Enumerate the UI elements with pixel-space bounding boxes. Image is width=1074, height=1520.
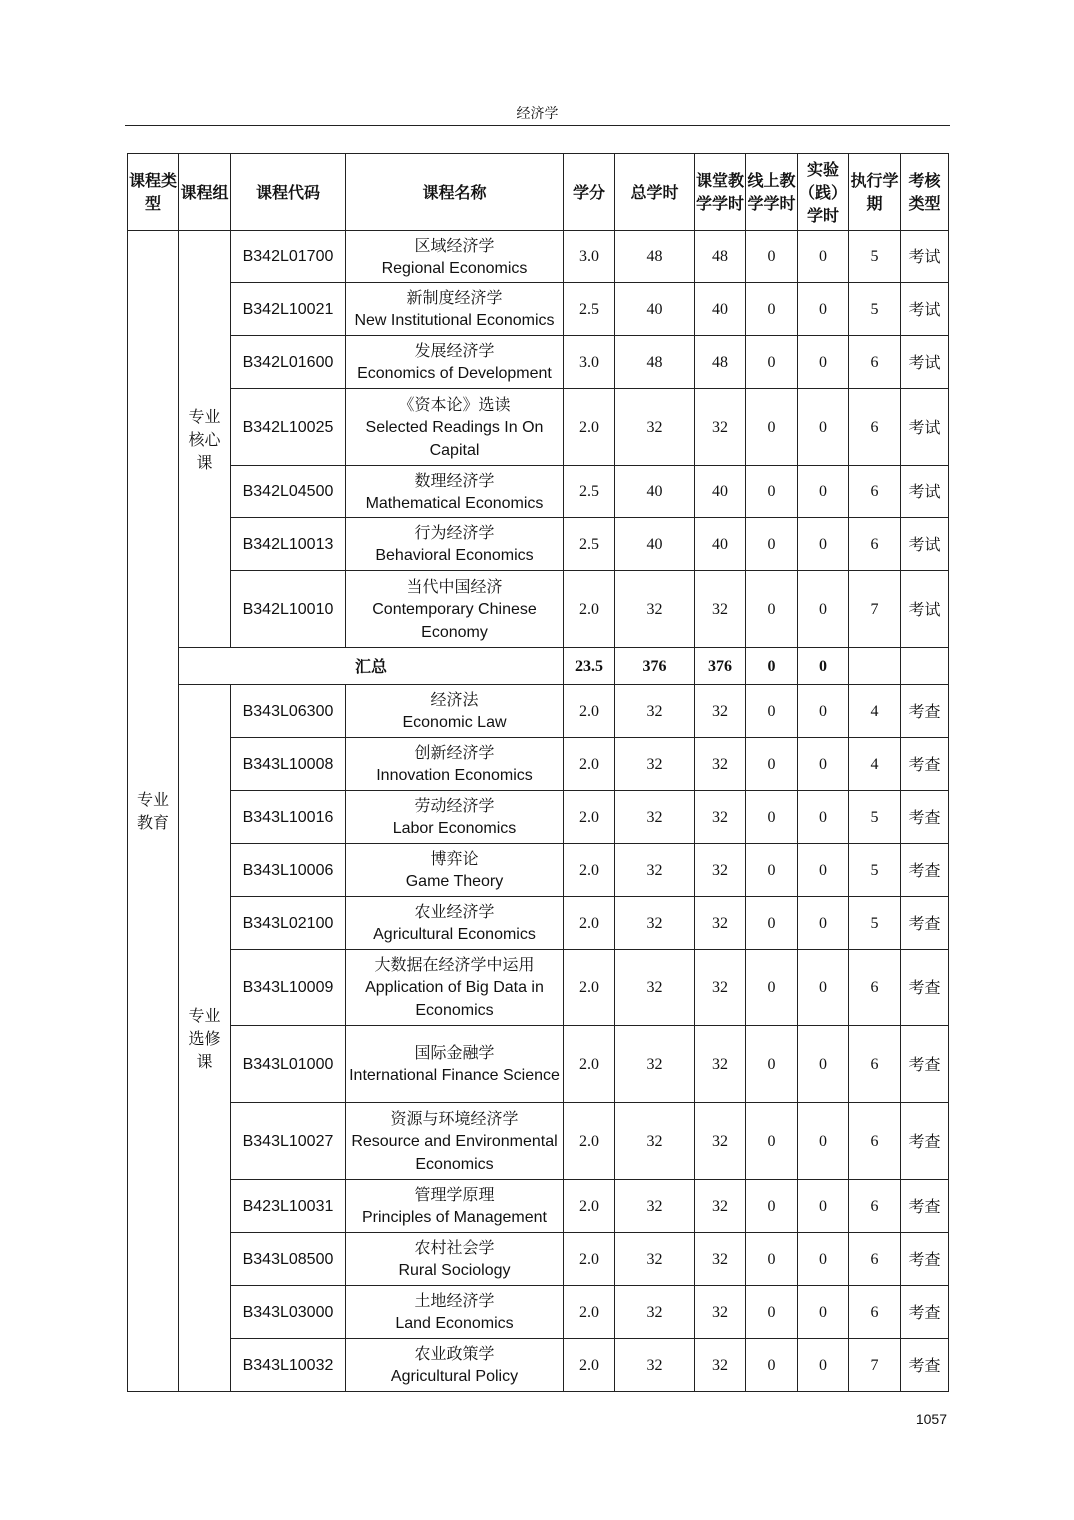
exam-type-cell: 考查 [901, 844, 949, 897]
exam-type-cell: 考查 [901, 1103, 949, 1180]
course-name-en: Innovation Economics [376, 767, 533, 784]
online-hours-cell: 0 [746, 466, 798, 518]
course-name [346, 1339, 564, 1392]
total-hours-cell: 32 [615, 1026, 695, 1103]
term-cell: 6 [849, 466, 901, 518]
course-code: B342L10021 [231, 283, 346, 336]
term-cell: 4 [849, 738, 901, 791]
class-hours-cell: 32 [695, 1233, 746, 1286]
summary-total-hours: 376 [615, 648, 695, 685]
course-name-zh: 资源与环境经济学 [390, 1108, 519, 1128]
class-hours-cell: 40 [695, 518, 746, 571]
course-name-zh: 农业经济学 [414, 902, 495, 921]
credit-cell: 2.0 [564, 1339, 615, 1392]
course-name-zh: 农村社会学 [414, 1238, 495, 1257]
total-hours-cell: 32 [615, 389, 695, 466]
class-hours-cell: 32 [695, 1286, 746, 1339]
course-name-zh: 新制度经济学 [406, 288, 503, 307]
course-name [346, 1180, 564, 1233]
lab-hours-cell: 0 [798, 685, 849, 738]
lab-hours-cell: 0 [798, 950, 849, 1026]
course-code: B343L03000 [231, 1286, 346, 1339]
total-hours-cell: 32 [615, 738, 695, 791]
class-hours-cell: 32 [695, 897, 746, 950]
class-hours-cell: 32 [695, 571, 746, 648]
course-name-en: Selected Readings In On Capital [365, 418, 544, 459]
course-name-en: Behavioral Economics [375, 547, 534, 564]
course-name [346, 571, 564, 648]
table-row [128, 1339, 949, 1392]
course-code: B342L04500 [231, 466, 346, 518]
credit-cell: 2.5 [564, 466, 615, 518]
header-cell: 课程代码 [231, 154, 346, 231]
total-hours-cell: 40 [615, 466, 695, 518]
course-table [127, 153, 949, 1392]
lab-hours-cell: 0 [798, 1180, 849, 1233]
course-code: B342L01700 [231, 231, 346, 283]
course-name-en: Agricultural Economics [373, 926, 536, 943]
header-cell: 课堂教学学时 [695, 154, 746, 231]
class-hours-cell: 32 [695, 791, 746, 844]
lab-hours-cell: 0 [798, 1026, 849, 1103]
credit-cell: 2.0 [564, 897, 615, 950]
course-name-zh: 当代中国经济 [406, 576, 503, 596]
term-cell: 4 [849, 685, 901, 738]
credit-cell: 2.0 [564, 1026, 615, 1103]
online-hours-cell: 0 [746, 1339, 798, 1392]
table-row [128, 1180, 949, 1233]
course-code: B343L10027 [231, 1103, 346, 1180]
group-label: 专业选修课 [188, 1005, 221, 1071]
course-name-zh: 劳动经济学 [414, 796, 495, 815]
header-cell: 课程名称 [346, 154, 564, 231]
credit-cell: 2.5 [564, 283, 615, 336]
course-name [346, 1026, 564, 1103]
credit-cell: 2.0 [564, 950, 615, 1026]
lab-hours-cell: 0 [798, 844, 849, 897]
class-hours-cell: 32 [695, 844, 746, 897]
course-name-zh: 国际金融学 [414, 1043, 495, 1062]
summary-exam [901, 648, 949, 685]
summary-label: 汇总 [179, 648, 564, 685]
running-header [125, 103, 950, 126]
term-cell: 6 [849, 518, 901, 571]
class-hours-cell: 40 [695, 283, 746, 336]
course-name-en: Labor Economics [392, 820, 517, 837]
exam-type-cell: 考试 [901, 231, 949, 283]
term-cell: 5 [849, 283, 901, 336]
course-code: B342L10010 [231, 571, 346, 648]
credit-cell: 2.0 [564, 1103, 615, 1180]
course-name-en: Agricultural Policy [390, 1368, 519, 1385]
term-cell: 6 [849, 1103, 901, 1180]
group-cell [179, 231, 231, 648]
exam-type-cell: 考查 [901, 685, 949, 738]
table-row [128, 389, 949, 466]
exam-type-cell: 考试 [901, 283, 949, 336]
total-hours-cell: 32 [615, 950, 695, 1026]
term-cell: 6 [849, 1286, 901, 1339]
summary-credit: 23.5 [564, 648, 615, 685]
course-name-zh: 管理学原理 [414, 1185, 495, 1204]
lab-hours-cell: 0 [798, 283, 849, 336]
category-label: 专业教育 [136, 790, 169, 832]
course-name [346, 466, 564, 518]
course-code: B343L06300 [231, 685, 346, 738]
class-hours-cell: 48 [695, 336, 746, 389]
course-name [346, 897, 564, 950]
lab-hours-cell: 0 [798, 571, 849, 648]
online-hours-cell: 0 [746, 1180, 798, 1233]
course-name [346, 518, 564, 571]
exam-type-cell: 考试 [901, 518, 949, 571]
credit-cell: 2.0 [564, 1180, 615, 1233]
header-cell: 实验（践）学时 [798, 154, 849, 231]
course-name [346, 1286, 564, 1339]
header-row [128, 154, 949, 231]
exam-type-cell: 考试 [901, 389, 949, 466]
online-hours-cell: 0 [746, 950, 798, 1026]
course-name [346, 844, 564, 897]
class-hours-cell: 32 [695, 1026, 746, 1103]
lab-hours-cell: 0 [798, 1339, 849, 1392]
header-cell: 课程类型 [128, 154, 179, 231]
summary-row [128, 648, 949, 685]
course-name-en: Economics of Development [357, 365, 552, 382]
class-hours-cell: 32 [695, 950, 746, 1026]
course-name-en: Rural Sociology [398, 1262, 511, 1279]
header-cell: 总学时 [615, 154, 695, 231]
course-name [346, 336, 564, 389]
course-code: B342L10013 [231, 518, 346, 571]
table-row [128, 336, 949, 389]
table-row [128, 231, 949, 283]
table-row [128, 466, 949, 518]
course-code: B343L02100 [231, 897, 346, 950]
course-name-en: Economic Law [402, 714, 507, 731]
course-name-en: Regional Economics [381, 259, 528, 277]
total-hours-cell: 32 [615, 791, 695, 844]
term-cell: 5 [849, 844, 901, 897]
lab-hours-cell: 0 [798, 897, 849, 950]
course-code: B423L10031 [231, 1180, 346, 1233]
course-name-en: New Institutional Economics [354, 312, 555, 329]
credit-cell: 2.5 [564, 518, 615, 571]
course-code: B343L01000 [231, 1026, 346, 1103]
class-hours-cell: 32 [695, 389, 746, 466]
course-name [346, 1233, 564, 1286]
course-code: B343L10009 [231, 950, 346, 1026]
summary-lab-hours: 0 [798, 648, 849, 685]
class-hours-cell: 32 [695, 1180, 746, 1233]
term-cell: 6 [849, 389, 901, 466]
course-name-zh: 创新经济学 [414, 743, 495, 762]
class-hours-cell: 32 [695, 1339, 746, 1392]
online-hours-cell: 0 [746, 738, 798, 791]
total-hours-cell: 40 [615, 518, 695, 571]
online-hours-cell: 0 [746, 283, 798, 336]
table-row [128, 844, 949, 897]
lab-hours-cell: 0 [798, 1233, 849, 1286]
total-hours-cell: 48 [615, 336, 695, 389]
term-cell: 6 [849, 1026, 901, 1103]
term-cell: 6 [849, 1180, 901, 1233]
course-name-en: Land Economics [395, 1315, 514, 1332]
course-name-zh: 发展经济学 [414, 341, 495, 360]
summary-online-hours: 0 [746, 648, 798, 685]
exam-type-cell: 考试 [901, 336, 949, 389]
header-cell: 课程组 [179, 154, 231, 231]
exam-type-cell: 考查 [901, 950, 949, 1026]
course-code: B343L10016 [231, 791, 346, 844]
course-name [346, 685, 564, 738]
online-hours-cell: 0 [746, 518, 798, 571]
table-row [128, 1026, 949, 1103]
header-cell: 考核类型 [901, 154, 949, 231]
total-hours-cell: 32 [615, 571, 695, 648]
table-row [128, 1286, 949, 1339]
class-hours-cell: 32 [695, 685, 746, 738]
lab-hours-cell: 0 [798, 518, 849, 571]
online-hours-cell: 0 [746, 571, 798, 648]
exam-type-cell: 考试 [901, 466, 949, 518]
summary-term [849, 648, 901, 685]
total-hours-cell: 32 [615, 1180, 695, 1233]
header-cell: 线上教学学时 [746, 154, 798, 231]
table-row [128, 685, 949, 738]
course-code: B342L10025 [231, 389, 346, 466]
term-cell: 5 [849, 897, 901, 950]
class-hours-cell: 40 [695, 466, 746, 518]
credit-cell: 2.0 [564, 738, 615, 791]
page-number: 1057 [915, 1411, 947, 1427]
course-name-en: Resource and Environmental Economics [351, 1132, 558, 1173]
total-hours-cell: 48 [615, 231, 695, 283]
header-title: 经济学 [516, 106, 559, 122]
credit-cell: 2.0 [564, 685, 615, 738]
online-hours-cell: 0 [746, 1233, 798, 1286]
exam-type-cell: 考试 [901, 571, 949, 648]
course-name-en: Contemporary Chinese Economy [372, 600, 537, 641]
credit-cell: 2.0 [564, 1286, 615, 1339]
course-name-zh: 数理经济学 [414, 470, 495, 490]
course-name [346, 231, 564, 283]
course-name [346, 283, 564, 336]
online-hours-cell: 0 [746, 1286, 798, 1339]
course-name-en: Game Theory [405, 873, 504, 890]
category-cell [128, 231, 179, 1392]
course-name-en: International Finance Science [349, 1067, 560, 1084]
table-row [128, 1103, 949, 1180]
exam-type-cell: 考查 [901, 791, 949, 844]
table-row [128, 283, 949, 336]
exam-type-cell: 考查 [901, 1180, 949, 1233]
summary-class-hours: 376 [695, 648, 746, 685]
term-cell: 5 [849, 791, 901, 844]
lab-hours-cell: 0 [798, 466, 849, 518]
online-hours-cell: 0 [746, 897, 798, 950]
header-cell: 学分 [564, 154, 615, 231]
online-hours-cell: 0 [746, 389, 798, 466]
term-cell: 5 [849, 231, 901, 283]
exam-type-cell: 考查 [901, 897, 949, 950]
online-hours-cell: 0 [746, 1026, 798, 1103]
course-name [346, 389, 564, 466]
total-hours-cell: 32 [615, 897, 695, 950]
header-cell: 执行学期 [849, 154, 901, 231]
total-hours-cell: 32 [615, 685, 695, 738]
credit-cell: 2.0 [564, 571, 615, 648]
total-hours-cell: 40 [615, 283, 695, 336]
term-cell: 7 [849, 571, 901, 648]
online-hours-cell: 0 [746, 844, 798, 897]
course-name-en: Application of Big Data in Economics [365, 979, 544, 1019]
course-name-en: Principles of Management [362, 1209, 547, 1226]
course-code: B343L10008 [231, 738, 346, 791]
credit-cell: 2.0 [564, 389, 615, 466]
course-name-zh: 行为经济学 [414, 523, 495, 542]
online-hours-cell: 0 [746, 685, 798, 738]
lab-hours-cell: 0 [798, 738, 849, 791]
online-hours-cell: 0 [746, 791, 798, 844]
term-cell: 6 [849, 950, 901, 1026]
course-name [346, 791, 564, 844]
course-name-zh: 土地经济学 [414, 1291, 495, 1310]
table-row [128, 791, 949, 844]
course-name-zh: 经济法 [430, 690, 479, 709]
term-cell: 6 [849, 336, 901, 389]
course-name [346, 950, 564, 1026]
table-row [128, 897, 949, 950]
total-hours-cell: 32 [615, 1339, 695, 1392]
online-hours-cell: 0 [746, 231, 798, 283]
credit-cell: 3.0 [564, 336, 615, 389]
table-row [128, 950, 949, 1026]
course-code: B342L01600 [231, 336, 346, 389]
credit-cell: 3.0 [564, 231, 615, 283]
lab-hours-cell: 0 [798, 389, 849, 466]
course-name-zh: 农业政策学 [414, 1344, 495, 1363]
course-name-zh: 区域经济学 [414, 235, 495, 255]
total-hours-cell: 32 [615, 1286, 695, 1339]
exam-type-cell: 考查 [901, 1286, 949, 1339]
group-label: 专业核心课 [188, 406, 221, 472]
course-code: B343L08500 [231, 1233, 346, 1286]
online-hours-cell: 0 [746, 1103, 798, 1180]
credit-cell: 2.0 [564, 791, 615, 844]
exam-type-cell: 考查 [901, 738, 949, 791]
table-row [128, 571, 949, 648]
exam-type-cell: 考查 [901, 1339, 949, 1392]
lab-hours-cell: 0 [798, 791, 849, 844]
table-row [128, 1233, 949, 1286]
total-hours-cell: 32 [615, 844, 695, 897]
group-cell [179, 685, 231, 1392]
course-name [346, 1103, 564, 1180]
lab-hours-cell: 0 [798, 336, 849, 389]
term-cell: 6 [849, 1233, 901, 1286]
exam-type-cell: 考查 [901, 1026, 949, 1103]
table-row [128, 518, 949, 571]
total-hours-cell: 32 [615, 1103, 695, 1180]
class-hours-cell: 32 [695, 1103, 746, 1180]
course-name-zh: 《资本论》选读 [398, 394, 511, 414]
course-name-en: Mathematical Economics [365, 494, 544, 512]
course-name [346, 738, 564, 791]
class-hours-cell: 48 [695, 231, 746, 283]
table-row [128, 738, 949, 791]
course-name-zh: 大数据在经济学中运用 [374, 955, 535, 974]
course-code: B343L10032 [231, 1339, 346, 1392]
class-hours-cell: 32 [695, 738, 746, 791]
lab-hours-cell: 0 [798, 1103, 849, 1180]
credit-cell: 2.0 [564, 1233, 615, 1286]
exam-type-cell: 考查 [901, 1233, 949, 1286]
term-cell: 7 [849, 1339, 901, 1392]
lab-hours-cell: 0 [798, 1286, 849, 1339]
total-hours-cell: 32 [615, 1233, 695, 1286]
course-code: B343L10006 [231, 844, 346, 897]
lab-hours-cell: 0 [798, 231, 849, 283]
course-name-zh: 博弈论 [430, 849, 479, 868]
online-hours-cell: 0 [746, 336, 798, 389]
credit-cell: 2.0 [564, 844, 615, 897]
